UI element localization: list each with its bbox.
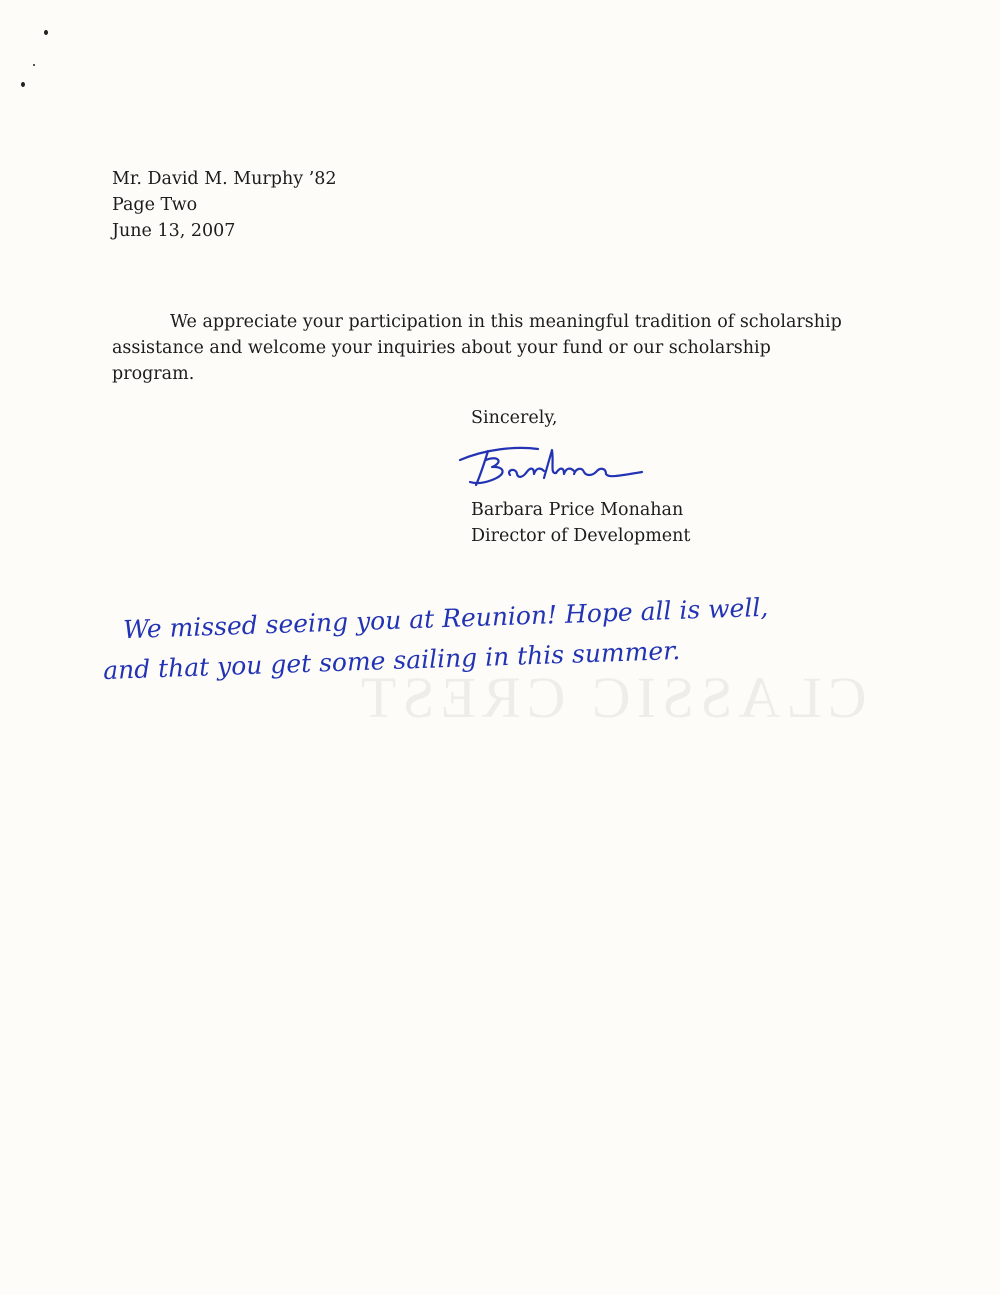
signer-title: Director of Development bbox=[471, 526, 691, 546]
handwritten-note-line: We missed seeing you at Reunion! Hope all is well, bbox=[122, 592, 769, 645]
signer-name: Barbara Price Monahan bbox=[471, 500, 684, 520]
handwritten-note-line: and that you get some sailing in this summer. bbox=[102, 635, 681, 686]
handwritten-note bbox=[102, 590, 905, 700]
ink-speck bbox=[44, 30, 48, 35]
handwritten-signature bbox=[446, 440, 656, 496]
ink-speck bbox=[33, 64, 35, 66]
closing-salutation: Sincerely, bbox=[471, 408, 558, 428]
recipient-name: Mr. David M. Murphy ’82 bbox=[112, 169, 337, 189]
ink-speck bbox=[21, 82, 25, 87]
letter-date: June 13, 2007 bbox=[112, 221, 236, 241]
letter-header bbox=[112, 166, 337, 244]
body-paragraph: We appreciate your participation in this meaningful tradition of scholarship assistance and welcome your inquiries about your fund or our scholarship program. bbox=[112, 312, 842, 384]
page-label: Page Two bbox=[112, 195, 198, 215]
paper-watermark: CLASSIC CREST bbox=[355, 665, 867, 730]
signer-block bbox=[471, 497, 690, 549]
